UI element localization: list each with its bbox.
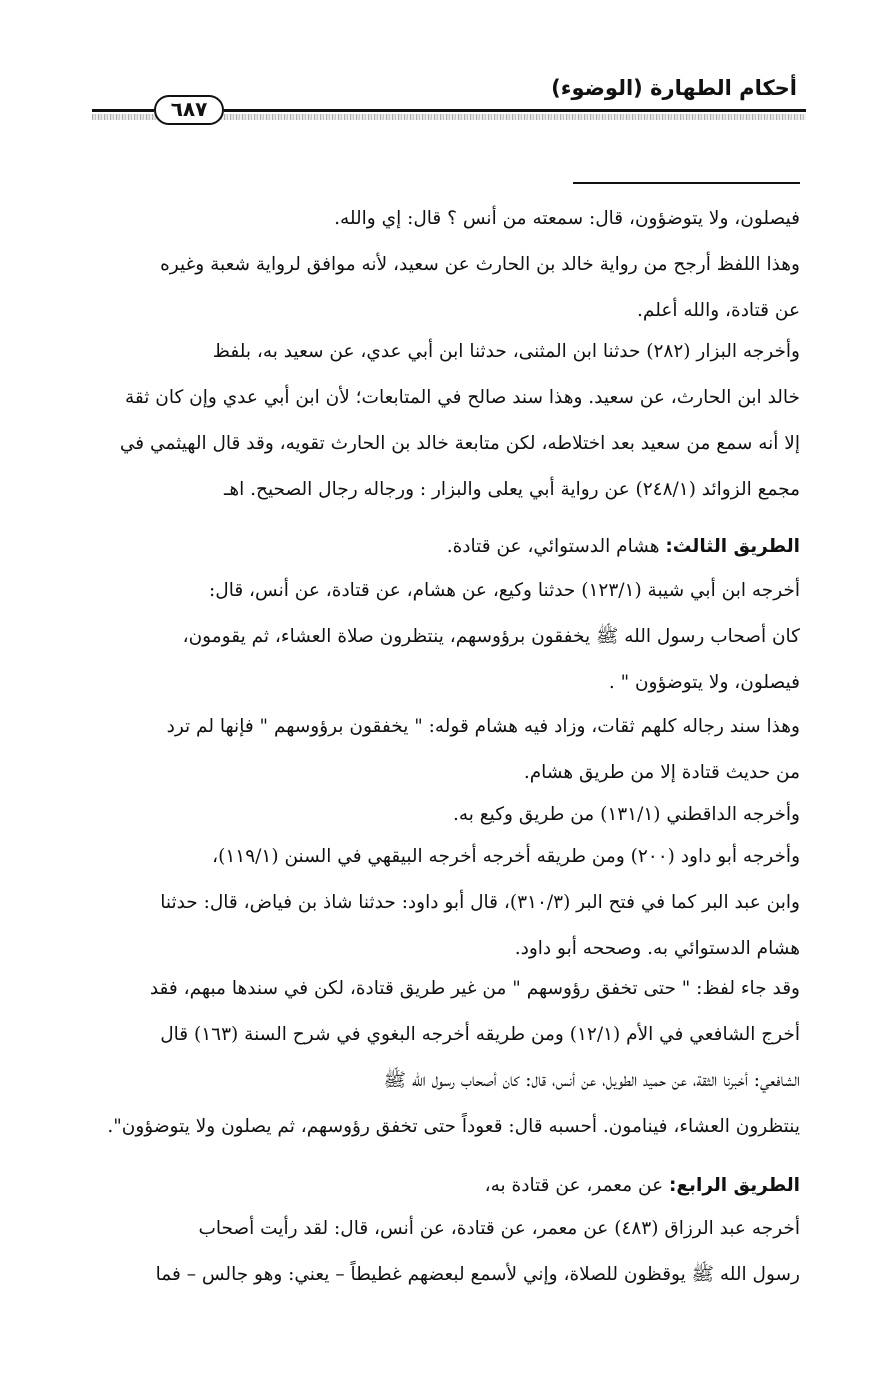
footnote-separator [573, 182, 800, 184]
running-title: أحكام الطهارة (الوضوء) [551, 76, 797, 100]
text-line: خالد ابن الحارث، عن سعيد. وهذا سند صالح في المتابعات؛ لأن ابن أبي عدي وإن كان ثقة [124, 387, 800, 408]
text-line: ينتظرون العشاء، فينامون. أحسبه قال: قعوداً حتى تخفق رؤوسهم، ثم يصلون ولا يتوضؤون". [107, 1116, 800, 1137]
text-line: أخرجه عبد الرزاق (٤٨٣) عن معمر، عن قتادة، عن أنس، قال: لقد رأيت أصحاب [198, 1218, 800, 1239]
text-line: من حديث قتادة إلا من طريق هشام. [523, 762, 800, 783]
page-number: ٦٨٧ [154, 95, 224, 125]
text-line: عن قتادة، والله أعلم. [637, 300, 800, 321]
text-line: أخرجه ابن أبي شيبة (١٢٣/١) حدثنا وكيع، عن هشام، عن قتادة، عن أنس، قال: [209, 580, 800, 601]
text-line: وأخرجه البزار (٢٨٢) حدثنا ابن المثنى، حدثنا ابن أبي عدي، عن سعيد به، بلفظ [212, 341, 800, 362]
text-line: وأخرجه أبو داود (٢٠٠) ومن طريقه أخرجه أخرجه البيقهي في السنن (١١٩/١)، [212, 846, 800, 867]
heading-label: الطريق الرابع: [669, 1175, 800, 1196]
paragraph-bazzar [78, 329, 800, 513]
paragraph-continuation [78, 196, 800, 242]
text-line: وهذا اللفظ أرجح من رواية خالد بن الحارث عن سعيد، لأنه موافق لرواية شعبة وغيره [160, 254, 800, 275]
heading-text: هشام الدستوائي، عن قتادة. [446, 536, 666, 557]
text-line: وأخرجه الداقطني (١٣١/١) من طريق وكيع به. [452, 804, 800, 825]
text-line: كان أصحاب رسول الله ﷺ يخفقون برؤوسهم، ينتظرون صلاة العشاء، ثم يقومون، [182, 626, 800, 647]
header-rule-left [92, 109, 154, 112]
paragraph-daraqutni [78, 792, 800, 838]
text-line: وهذا سند رجاله كلهم ثقات، وزاد فيه هشام قوله: " يخفقون برؤوسهم " فإنها لم ترد [166, 716, 800, 737]
text-line: أخرج الشافعي في الأم (١٢/١) ومن طريقه أخرجه البغوي في شرح السنة (١٦٣) قال [160, 1024, 800, 1045]
text-line: الشافعي: أخبرنا الثقة، عن حميد الطويل، عن أنس، قال: كان أصحاب رسول الله ﷺ [383, 1070, 800, 1091]
text-line: فيصلون، ولا يتوضؤون، قال: سمعته من أنس ؟ قال: إي والله. [334, 208, 800, 229]
text-line: إلا أنه سمع من سعيد بعد اختلاطه، لكن متابعة خالد بن الحارث تقويه، وقد قال الهيثمي في [119, 433, 800, 454]
paragraph-abu-dawud [78, 834, 800, 972]
paragraph-shafii [78, 966, 800, 1150]
paragraph-lafz [78, 242, 800, 334]
text-line: مجمع الزوائد (٢٤٨/١) عن رواية أبي يعلى والبزار : ورجاله رجال الصحيح. اهـ [223, 479, 800, 500]
text-line: وابن عبد البر كما في فتح البر (٣١٠/٣)، قال أبو داود: حدثنا شاذ بن فياض، قال: حدثنا [160, 892, 800, 913]
text-line: وقد جاء لفظ: " حتى تخفق رؤوسهم " من غير طريق قتادة، لكن في سندها مبهم، فقد [149, 978, 800, 999]
text-line: رسول الله ﷺ يوقظون للصلاة، وإني لأسمع لبعضهم غطيطاً – يعني: وهو جالس – فما [155, 1264, 800, 1285]
text-line: فيصلون، ولا يتوضؤون " . [608, 672, 800, 693]
header-rule-right [224, 109, 806, 112]
paragraph-abd-al-razzaq [78, 1206, 800, 1298]
section-heading-third-route [78, 524, 800, 570]
section-heading-fourth-route [78, 1163, 800, 1209]
heading-label: الطريق الثالث: [665, 536, 800, 557]
text-line: هشام الدستوائي به. وصححه أبو داود. [514, 938, 800, 959]
paragraph-hisham-addition [78, 704, 800, 796]
heading-text: عن معمر، عن قتادة به، [484, 1175, 669, 1196]
paragraph-ibn-abi-shaybah [78, 568, 800, 706]
